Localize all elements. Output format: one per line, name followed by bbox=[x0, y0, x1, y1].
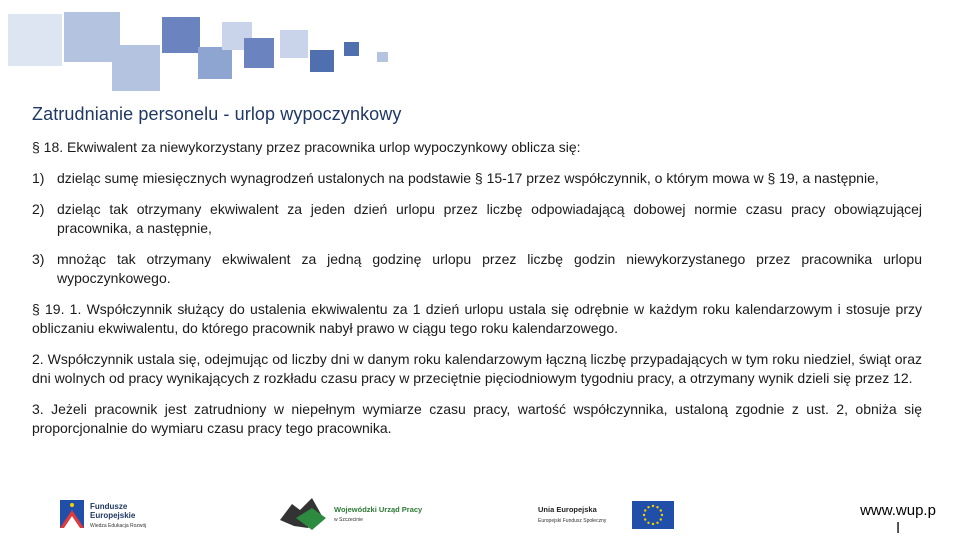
fe-logo-text: Fundusze bbox=[90, 502, 128, 511]
list-item bbox=[32, 169, 922, 188]
deco-square bbox=[112, 45, 160, 91]
intro-paragraph: § 18. Ekwiwalent za niewykorzystany przez pracownika urlop wypoczynkowy oblicza się: bbox=[32, 139, 581, 155]
calculation-steps-list bbox=[32, 169, 922, 288]
list-number: 3) bbox=[32, 251, 45, 267]
fe-logo-star bbox=[70, 503, 74, 507]
deco-square bbox=[198, 47, 232, 79]
list-number: 2) bbox=[32, 201, 45, 217]
website-url-line: l bbox=[896, 520, 900, 537]
paragraph: § 19. 1. Współczynnik służący do ustalenia ekwiwalentu za 1 dzień urlopu ustala się odrębnie w każdym roku kalendarzowym i stosuje przy obliczaniu ekwiwalentu, do którego pracownik nabył prawo w ciągu tego roku kalendarzowego. bbox=[32, 301, 922, 336]
footer-logos bbox=[0, 496, 960, 540]
wup-logo-text: w Szczecinie bbox=[334, 517, 363, 523]
deco-square bbox=[310, 50, 334, 72]
list-text: mnożąc tak otrzymany ekwiwalent za jedną godzinę urlopu przez liczbę godzin niewykorzystanego przez pracownika urlopu wypoczynkowego. bbox=[57, 251, 922, 286]
deco-square bbox=[162, 17, 200, 53]
wup-logo bbox=[278, 496, 428, 534]
ue-logo-text: Europejski Fundusz Społeczny bbox=[538, 518, 607, 524]
website-url[interactable] bbox=[836, 502, 960, 540]
list-text: dzieląc sumę miesięcznych wynagrodzeń ustalonych na podstawie § 15-17 przez współczynnik, o którym mowa w § 19, a następnie, bbox=[57, 170, 879, 186]
list-number: 1) bbox=[32, 170, 45, 186]
paragraph: 3. Jeżeli pracownik jest zatrudniony w niepełnym wymiarze czasu pracy, wartość współczynnika, ustaloną zgodnie z ust. 2, obniża się proporcjonalnie do wymiaru czasu pracy tego pracownika. bbox=[32, 401, 922, 436]
deco-square bbox=[344, 42, 359, 56]
fe-logo-text: Europejskie bbox=[90, 511, 136, 520]
website-url-line: www.wup.p bbox=[860, 502, 936, 519]
unia-europejska-logo bbox=[536, 496, 676, 534]
wup-logo-text: Wojewódzki Urząd Pracy bbox=[334, 505, 423, 514]
header-decoration bbox=[0, 0, 400, 95]
fundusze-europejskie-logo bbox=[60, 496, 175, 534]
deco-square bbox=[244, 38, 274, 68]
ue-logo-text: Unia Europejska bbox=[538, 505, 597, 514]
fe-logo-text: Wiedza Edukacja Rozwój bbox=[90, 523, 147, 529]
paragraph: 2. Współczynnik ustala się, odejmując od liczby dni w danym roku kalendarzowym łączną liczbę przypadających w tym roku niedziel, świąt oraz dni wolnych od pracy wynikających z rozkładu czasu pracy w przeciętnie pięciodniowym tygodniu pracy, a otrzymany wynik dzieli się przez 12. bbox=[32, 351, 922, 386]
deco-square bbox=[280, 30, 308, 58]
list-item bbox=[32, 250, 922, 288]
slide-title: Zatrudnianie personelu - urlop wypoczynkowy bbox=[32, 104, 402, 124]
deco-square bbox=[377, 52, 388, 62]
list-text: dzieląc tak otrzymany ekwiwalent za jeden dzień urlopu przez liczbę odpowiadającą dobowej normie czasu pracy obowiązującej pracownika, a następnie, bbox=[57, 201, 922, 236]
list-item bbox=[32, 200, 922, 238]
deco-square bbox=[8, 14, 62, 66]
slide-content bbox=[32, 138, 922, 450]
